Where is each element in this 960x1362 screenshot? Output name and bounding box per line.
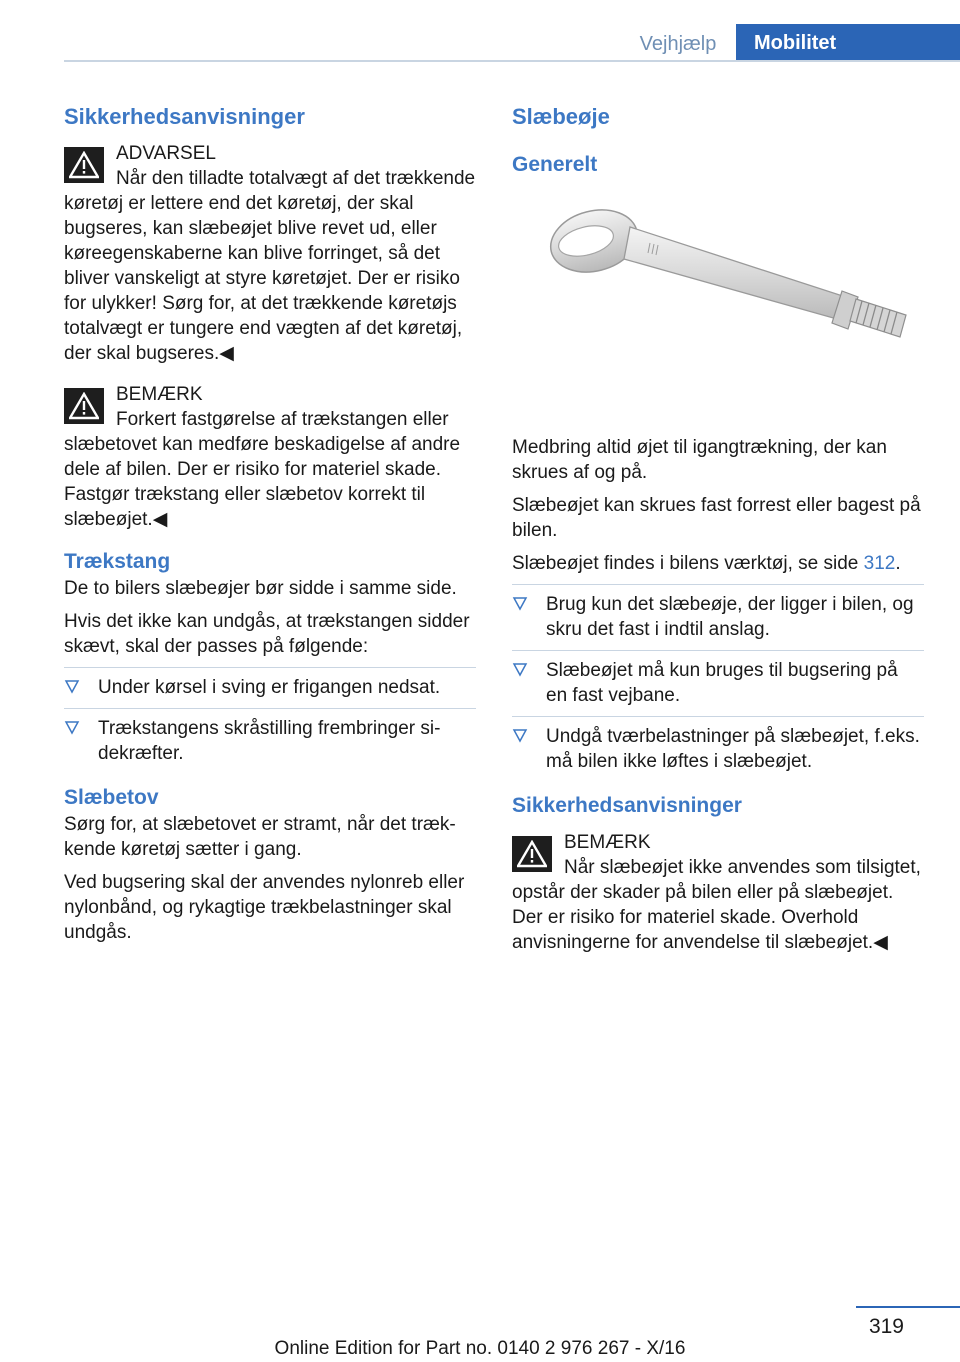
paragraph-text: . (895, 553, 901, 574)
page-reference-link[interactable]: 312 (863, 553, 896, 574)
section-heading-tow-bar: Trækstang (64, 550, 171, 573)
paragraph: Sørg for, at slæbetovet er stramt, når det trækkende køretøj sætter i gang. (64, 814, 456, 860)
header-divider (64, 60, 960, 62)
triangle-bullet-icon (64, 719, 80, 735)
caution-text: Forkert fastgørelse af trækstangen eller slæbetovet kan medføre beskadigelse af andre dele af bilen. Der er risiko for materiel skade. Fastgør trækstang eller slæbetov korrekt til slæbeøjet.◀ (64, 409, 461, 530)
list-item-text: Brug kun det slæbeøje, der ligger i bilen, og skru det fast i indtil anslag. (546, 594, 914, 640)
caution-notice (64, 382, 476, 532)
caution-notice (512, 830, 924, 955)
triangle-bullet-icon (64, 678, 80, 694)
warning-triangle-icon (64, 147, 104, 183)
paragraph (512, 551, 924, 576)
list-item-text: Trækstangens skråstilling frembringer sidekræfter. (98, 718, 441, 764)
paragraph: Medbring altid øjet til igangtrækning, der kan skrues af og på. (512, 437, 887, 483)
edition-footer: Online Edition for Part no. 0140 2 976 267 - X/16 (274, 1338, 686, 1359)
left-column (64, 103, 476, 953)
warning-triangle-icon (64, 388, 104, 424)
caution-text: Når slæbeøjet ikke anvendes som tilsigtet, opstår der skader på bilen eller på slæbeøjet. Der er risiko for materiel skade. Overhold anvisningerne for anvendelse til slæbeøjet.◀ (512, 857, 921, 953)
warning-notice (64, 141, 476, 366)
list-item-text: Slæbeøjet må kun bruges til bugsering på en fast vejbane. (546, 660, 898, 706)
right-column (512, 103, 924, 971)
warning-text: Når den tilladte totalvægt af det trækkende køretøj er lettere end det køretøj, der skal bugseres, kan slæbeøjet blive revet ud, eller køreegenskaberne kan blive forringet, så det bliver vanskeligt at styre køretøjet. Der er risiko for ulykker! Sørg for, at det trækkende køretøjs totalvægt er tungere end vægten af det køretøj, der skal bugseres.◀ (64, 168, 476, 364)
list-item (64, 708, 476, 774)
caution-title: BEMÆRK (564, 832, 651, 853)
tab-vejhjaelp[interactable]: Vejhjælp (639, 33, 717, 55)
page-number: 319 (868, 1315, 904, 1338)
list-item-text: Undgå tværbelastninger på slæbeøjet, f.eks. må bilen ikke løftes i slæbeøjet. (546, 726, 920, 772)
list-item-text: Under kørsel i sving er frigangen nedsat. (98, 677, 441, 698)
paragraph: De to bilers slæbeøjer bør sidde i samme side. (64, 578, 457, 599)
triangle-bullet-icon (512, 727, 528, 743)
tow-eye-icon (512, 187, 924, 425)
list-item (512, 650, 924, 716)
triangle-bullet-icon (512, 661, 528, 677)
section-heading-safety-right: Sikkerhedsanvisninger (512, 794, 742, 817)
list-item (512, 584, 924, 650)
warning-triangle-icon (512, 836, 552, 872)
tow-eye-list (512, 584, 924, 782)
tow-eye-illustration (512, 187, 924, 425)
section-heading-tow-rope: Slæbetov (64, 786, 159, 809)
section-heading-tow-eye: Slæbeøje (512, 104, 610, 129)
footer-divider (856, 1306, 960, 1308)
warning-title: ADVARSEL (116, 143, 216, 164)
paragraph: Hvis det ikke kan undgås, at trækstangen sidder skævt, skal der passes på følgende: (64, 611, 470, 657)
tab-mobilitet[interactable]: Mobilitet (736, 24, 960, 62)
subheading-general: Generelt (512, 153, 598, 176)
triangle-bullet-icon (512, 595, 528, 611)
list-item (64, 667, 476, 708)
list-item (512, 716, 924, 782)
section-heading-safety: Sikkerhedsanvisninger (64, 104, 305, 129)
caution-title: BEMÆRK (116, 384, 203, 405)
paragraph: Ved bugsering skal der anvendes nylonreb eller nylonbånd, og rykagtige trækbelastninger skal undgås. (64, 872, 465, 943)
paragraph-text: Slæbeøjet findes i bilens værktøj, se side (512, 553, 864, 574)
tow-bar-list (64, 667, 476, 774)
paragraph: Slæbeøjet kan skrues fast forrest eller bagest på bilen. (512, 495, 921, 541)
